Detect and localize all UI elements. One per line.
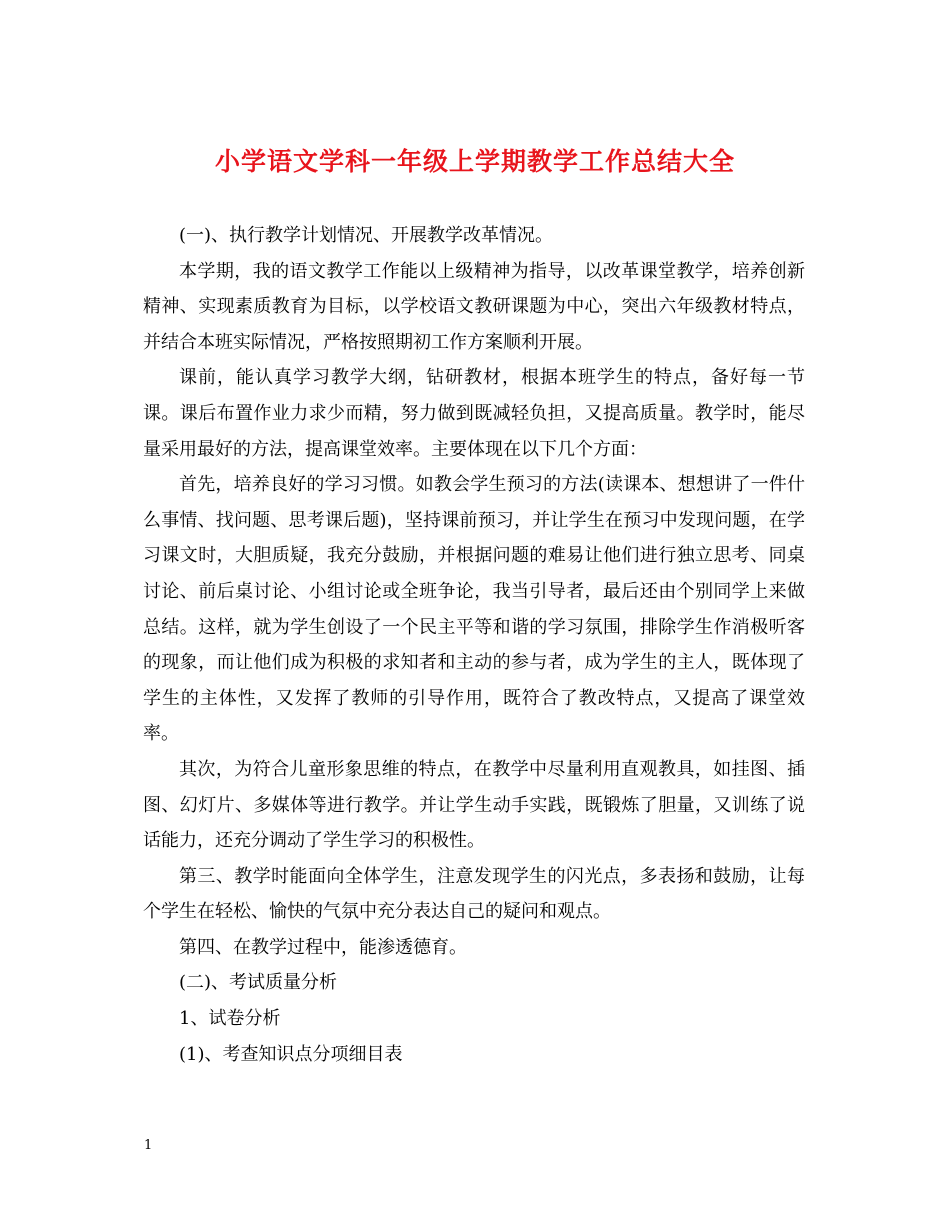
paragraph: (一)、执行教学计划情况、开展教学改革情况。 xyxy=(179,225,554,246)
document-title: 小学语文学科一年级上学期教学工作总结大全 xyxy=(214,147,735,176)
subsection-heading: 1、试卷分析 xyxy=(179,1008,281,1030)
paragraph: 本学期，我的语文教学工作能以上级精神为指导，以改革课堂教学，培养创新精神、实现素质教育为目标，以学校语文教研课题为中心，突出六年级教材特点，并结合本班实际情况，严格按照期初工作方案顺利开展。 xyxy=(143,260,805,353)
subsection-heading: (1)、考查知识点分项细目表 xyxy=(179,1043,403,1065)
section-heading: (二)、考试质量分析 xyxy=(179,972,338,994)
paragraph: 第三、教学时能面向全体学生，注意发现学生的闪光点，多表扬和鼓励，让每个学生在轻松、愉快的气氛中充分表达自己的疑问和观点。 xyxy=(143,865,805,923)
page-number: 1 xyxy=(144,1138,153,1153)
document-body xyxy=(143,218,805,1072)
paragraph: 课前，能认真学习教学大纲，钻研教材，根据本班学生的特点，备好每一节课。课后布置作业力求少而精，努力做到既减轻负担，又提高质量。教学时，能尽量采用最好的方法，提高课堂效率。主要体现在以下几个方面： xyxy=(143,367,805,460)
paragraph: 其次，为符合儿童形象思维的特点，在教学中尽量利用直观教具，如挂图、插图、幻灯片、多媒体等进行教学。并让学生动手实践，既锻炼了胆量，又训练了说话能力，还充分调动了学生学习的积极性。 xyxy=(143,758,805,852)
paragraph: 首先，培养良好的学习习惯。如教会学生预习的方法(读课本、想想讲了一件什么事情、找问题、思考课后题)，坚持课前预习，并让学生在预习中发现问题，在学习课文时，大胆质疑，我充分鼓励，并根据问题的难易让他们进行独立思考、同桌讨论、前后桌讨论、小组讨论或全班争论，我当引导者，最后还由个别同学上来做总结。这样，就为学生创设了一个民主平等和谐的学习氛围，排除学生作消极听客的现象，而让他们成为积极的求知者和主动的参与者，成为学生的主人，既体现了学生的主体性，又发挥了教师的引导作用，既符合了教改特点，又提高了课堂效率。 xyxy=(143,474,805,745)
paragraph: 第四、在教学过程中，能渗透德育。 xyxy=(179,936,467,958)
